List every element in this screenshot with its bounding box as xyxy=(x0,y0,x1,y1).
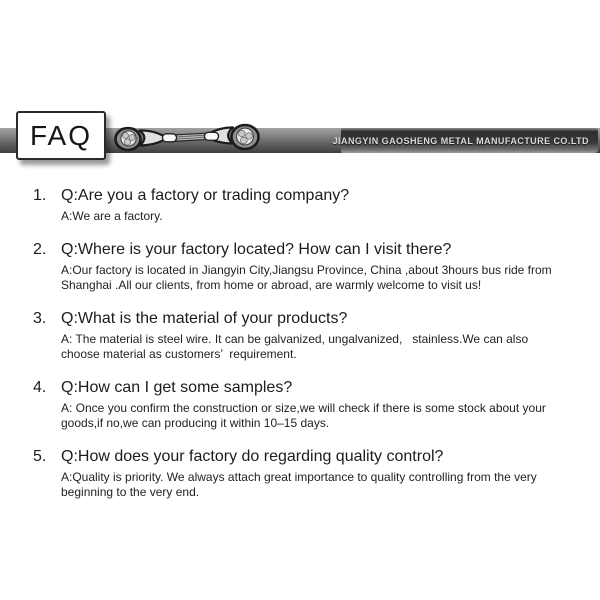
company-name: JIANGYIN GAOSHENG METAL MANUFACTURE CO.LTD xyxy=(332,135,589,146)
question-row xyxy=(33,378,573,397)
answer-text: A:Our factory is located in Jiangyin City,Jiangsu Province, China ,about 3hours bus ride from Shanghai .All our clients, from home or abroad, are warmly welcome to visit us! xyxy=(61,263,556,293)
faq-title: FAQ xyxy=(29,119,92,151)
question-row xyxy=(33,186,573,205)
question-number: 1. xyxy=(33,187,47,204)
answer-text: A: The material is steel wire. It can be galvanized, ungalvanized, stainless.We can also choose material as customers’ requirement. xyxy=(61,332,532,362)
faq-list xyxy=(33,186,573,516)
faq-item xyxy=(33,309,573,362)
faq-item xyxy=(33,240,573,293)
faq-item xyxy=(33,186,573,224)
question-text: Q:Where is your factory located? How can I visit there? xyxy=(61,241,452,259)
company-name-band xyxy=(332,128,598,153)
question-number: 5. xyxy=(33,447,47,465)
answer-text: A:Quality is priority. We always attach great importance to quality controlling from the very beginning to the very end. xyxy=(61,470,541,499)
faq-item xyxy=(33,378,573,431)
question-number: 2. xyxy=(33,241,47,259)
faq-title-box xyxy=(16,111,106,160)
faq-item xyxy=(33,447,573,500)
question-row xyxy=(33,447,573,466)
question-text: Q:How does your factory do regarding quality control? xyxy=(61,447,444,465)
wire-rope-sling-icon xyxy=(105,117,270,161)
question-row xyxy=(33,309,573,328)
question-text: Q:What is the material of your products? xyxy=(61,310,348,327)
question-text: Q:Are you a factory or trading company? xyxy=(61,187,350,204)
question-text: Q:How can I get some samples? xyxy=(61,378,293,396)
question-row xyxy=(33,240,573,259)
question-number: 4. xyxy=(33,378,47,396)
question-number: 3. xyxy=(33,310,47,327)
answer-text: A:We are a factory. xyxy=(61,209,163,224)
answer-text: A: Once you confirm the construction or size,we will check if there is some stock about your goods,if no,we can producing it within 10–15 days. xyxy=(61,401,550,430)
